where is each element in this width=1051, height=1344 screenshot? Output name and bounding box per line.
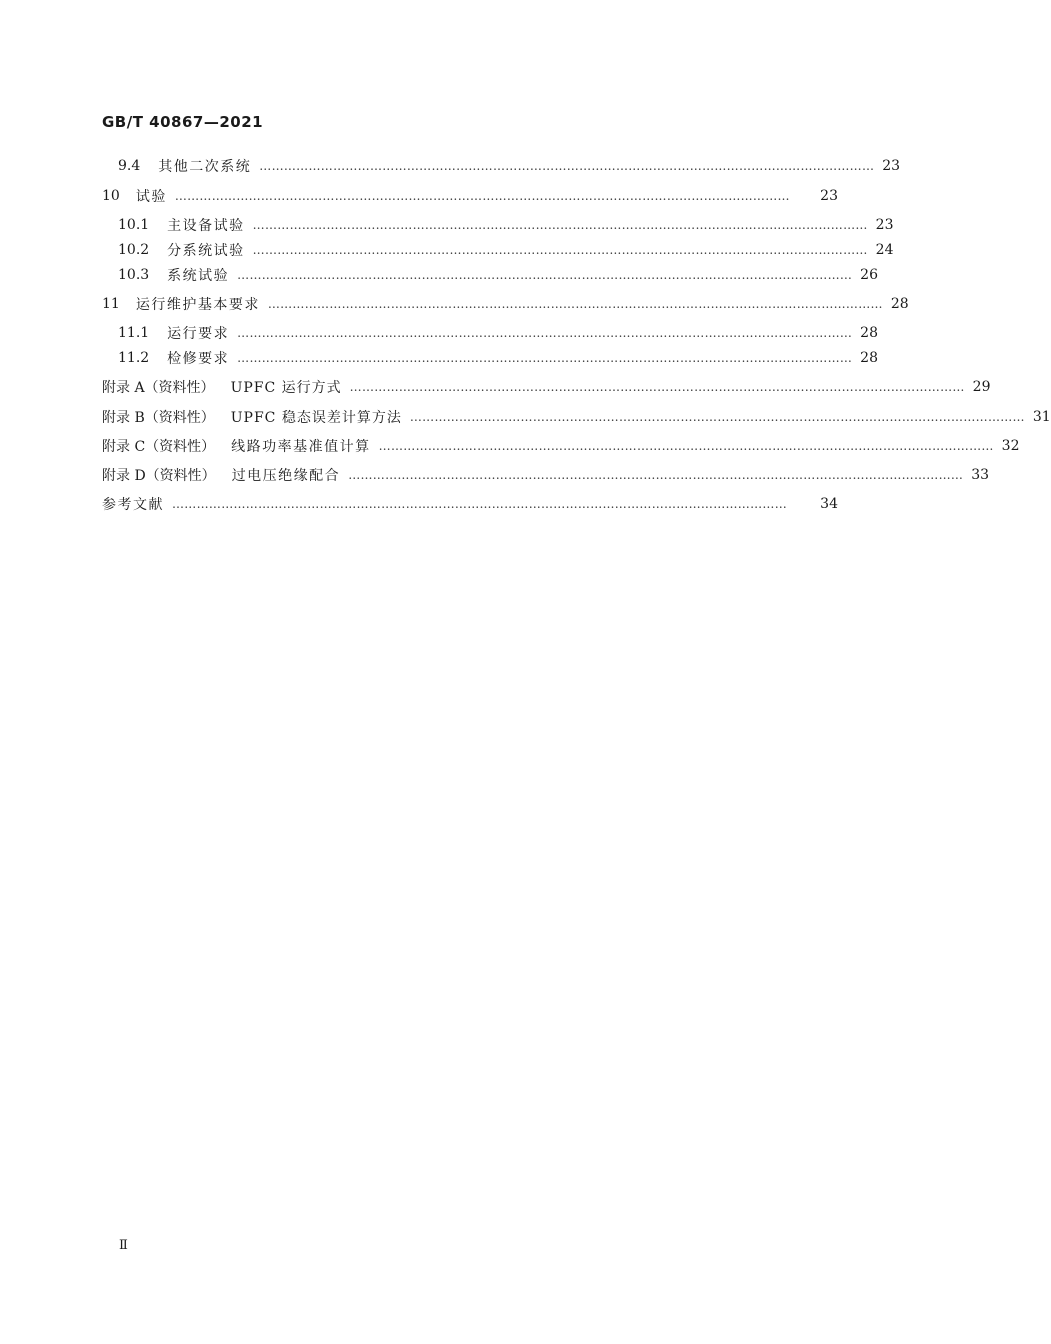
- toc-number: 11.1: [118, 325, 150, 341]
- toc-number: 附录 D（资料性）: [102, 468, 216, 484]
- toc-number: 附录 B（资料性）: [102, 410, 215, 426]
- toc-leader-dots: ……………………………………………………………………………………………………………………………………: [174, 189, 790, 203]
- toc-leader-dots: ……………………………………………………………………………………………………………………………………: [237, 268, 853, 282]
- toc-leader-dots: ……………………………………………………………………………………………………………………………………: [259, 159, 875, 173]
- toc-leader-dots: ……………………………………………………………………………………………………………………………………: [252, 218, 868, 232]
- toc-number: 11: [102, 296, 120, 312]
- toc-entry-appendix-a[interactable]: [102, 375, 991, 399]
- toc-page-number: 28: [860, 325, 878, 341]
- toc-page-number: 34: [820, 496, 838, 512]
- toc-leader-dots: ……………………………………………………………………………………………………………………………………: [237, 326, 853, 340]
- toc-title: 运行要求: [167, 326, 230, 342]
- toc-entry-10[interactable]: [102, 184, 838, 208]
- toc-leader-dots: ……………………………………………………………………………………………………………………………………: [237, 351, 853, 365]
- toc-title: 试验: [135, 189, 167, 205]
- page-number-footer: Ⅱ: [119, 1238, 128, 1253]
- toc-title: 其他二次系统: [158, 159, 252, 175]
- toc-page-number: 29: [972, 379, 991, 395]
- toc-page-number: 33: [971, 467, 990, 483]
- toc-number: 11.2: [118, 350, 150, 366]
- toc-entry-10-1[interactable]: [118, 213, 894, 237]
- toc-entry-10-2[interactable]: [118, 238, 894, 262]
- toc-title: 运行维护基本要求: [135, 297, 260, 313]
- toc-page-number: 23: [882, 158, 901, 174]
- toc-page-number: 23: [875, 217, 894, 233]
- toc-title: UPFC 运行方式: [230, 380, 342, 396]
- toc-number: 附录 A（资料性）: [102, 380, 215, 396]
- toc-entry-11[interactable]: [102, 292, 909, 316]
- toc-number: 附录 C（资料性）: [102, 439, 216, 455]
- toc-title: 线路功率基准值计算: [231, 439, 371, 455]
- standard-code: GB/T 40867—2021: [102, 113, 264, 131]
- toc-page-number: 28: [860, 350, 878, 366]
- toc-entry-appendix-b[interactable]: [102, 405, 1051, 429]
- toc-entry-9-4[interactable]: [118, 154, 901, 178]
- toc-title: 参考文献: [102, 497, 164, 513]
- toc-leader-dots: ……………………………………………………………………………………………………………………………………: [252, 243, 868, 257]
- toc-title: 过电压绝缘配合: [231, 468, 341, 484]
- toc-page-number: 31: [1032, 409, 1051, 425]
- toc-leader-dots: ……………………………………………………………………………………………………………………………………: [409, 410, 1025, 424]
- toc-number: 9.4: [118, 158, 141, 174]
- toc-title: 检修要求: [167, 351, 230, 367]
- toc-page-number: 24: [875, 242, 894, 258]
- toc-entry-appendix-d[interactable]: [102, 463, 990, 487]
- toc-entry-11-2[interactable]: [118, 346, 878, 370]
- toc-leader-dots: ……………………………………………………………………………………………………………………………………: [172, 497, 787, 511]
- toc-page-number: 32: [1001, 438, 1020, 454]
- toc-number: 10.2: [118, 242, 150, 258]
- toc-number: 10.3: [118, 267, 150, 283]
- toc-title: 分系统试验: [167, 243, 245, 259]
- toc-number: 10: [102, 188, 120, 204]
- toc-leader-dots: ……………………………………………………………………………………………………………………………………: [378, 439, 994, 453]
- toc-entry-references[interactable]: [102, 492, 838, 516]
- toc-leader-dots: ……………………………………………………………………………………………………………………………………: [349, 380, 965, 394]
- toc-number: 10.1: [118, 217, 150, 233]
- toc-leader-dots: ……………………………………………………………………………………………………………………………………: [348, 468, 964, 482]
- toc-title: UPFC 稳态误差计算方法: [230, 410, 402, 426]
- toc-page-number: 23: [820, 188, 838, 204]
- toc-title: 系统试验: [167, 268, 230, 284]
- toc-title: 主设备试验: [167, 218, 245, 234]
- toc-entry-11-1[interactable]: [118, 321, 878, 345]
- toc-entry-10-3[interactable]: [118, 263, 878, 287]
- toc-entry-appendix-c[interactable]: [102, 434, 1020, 458]
- toc-page-number: 26: [860, 267, 878, 283]
- toc-page-number: 28: [890, 296, 909, 312]
- toc-leader-dots: ……………………………………………………………………………………………………………………………………: [267, 297, 883, 311]
